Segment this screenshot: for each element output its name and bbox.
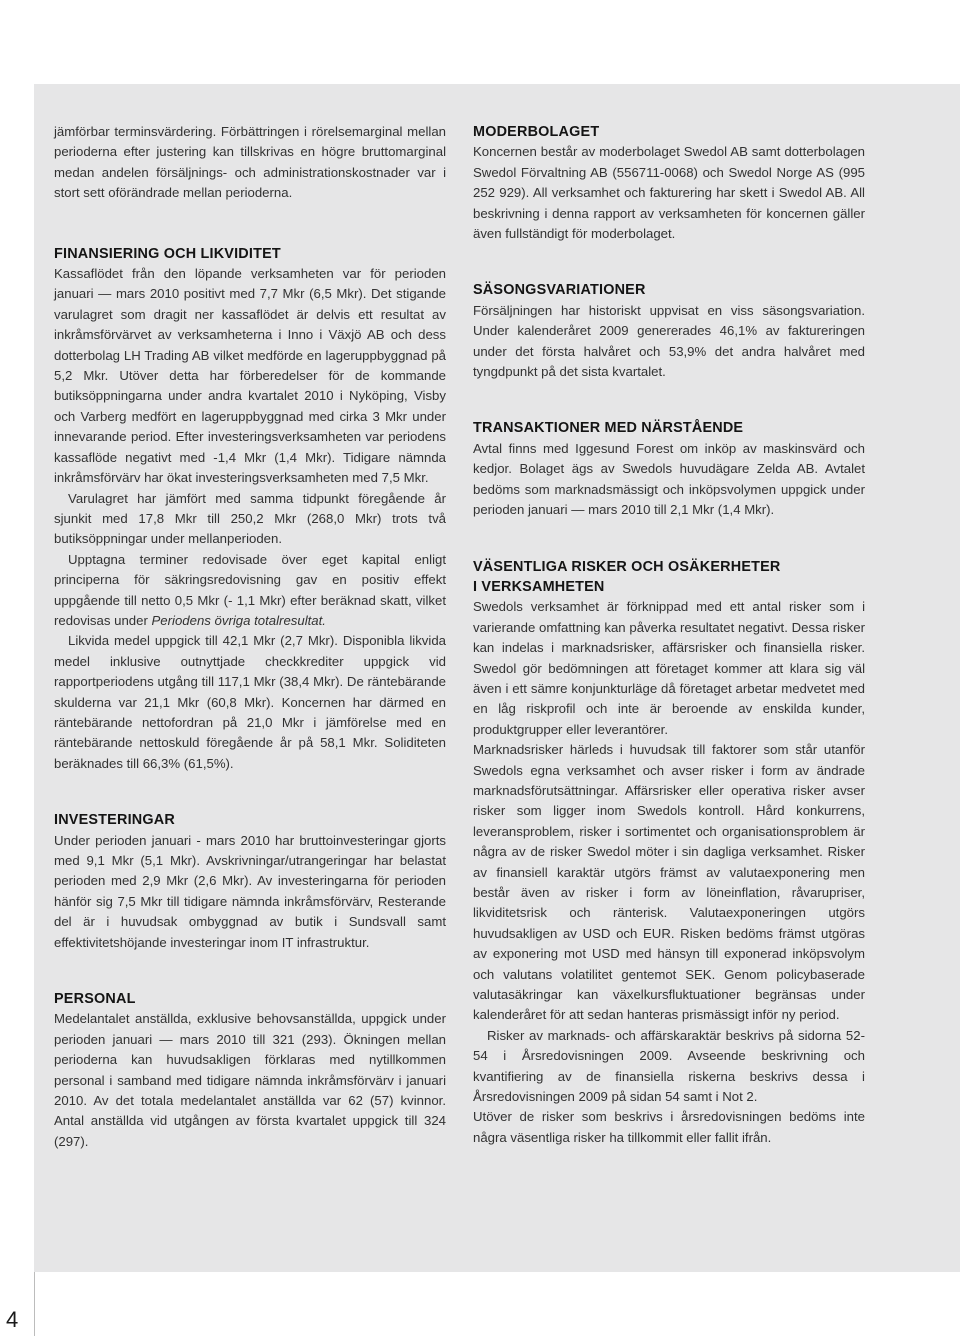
risker-paragraph-4: Utöver de risker som beskrivs i årsredovisningen bedöms inte några väsentliga risker ha tillkommit eller fallit ifrån. <box>473 1109 865 1145</box>
right-column <box>473 122 865 1148</box>
finansiering-paragraph-3-text: Upptagna terminer redovisade över eget kapital enligt principerna för säkringsredovisning gav en positiv effekt uppgående till netto 0,5 Mkr (- 1,1 Mkr) efter beräknad skatt, vilket redovisas under <box>54 551 446 628</box>
sasongsvariationer-heading: SÄSONGSVARIATIONER <box>473 282 646 299</box>
risker-paragraph-1: Swedols verksamhet är förknippad med ett antal risker som i varierande omfattning kan påverka resultatet negativt. Dessa risker kan indelas i marknadsrisker, affärsrisker och finansiella risker. Swedol gör bedömningen att företaget kommer att klara sig väl även i ett sämre konjunkturläge då företaget arbetar medvetet med en låg riskprofil och inte är beroende av enskilda kunder, produktgrupper eller leverantörer. <box>473 599 865 737</box>
risker-heading-line-2: I VERKSAMHETEN <box>473 578 605 595</box>
left-column <box>54 122 446 1152</box>
investeringar-heading: INVESTERINGAR <box>54 812 175 829</box>
investeringar-paragraph: Under perioden januari - mars 2010 har bruttoinvesteringar gjorts med 9,1 Mkr (5,1 Mkr). Avskrivningar/utrangeringar har belastat perioden med 2,9 Mkr (2,6 Mkr). Av investeringarna för perioden hänför sig 7,5 Mkr till tidigare nämnda inkråmsförvärv, Resterande del är i huvudsak ombyggnad av butik i Sundsvall samt effektivitetshöjande investeringar inom IT infrastruktur. <box>54 832 446 950</box>
sasongsvariationer-paragraph: Försäljningen har historiskt uppvisat en viss säsongsvariation. Under kalenderåret 2009 genererades 46,1% av faktureringen under det första halvåret och 53,9% det andra halvåret med tyngdpunkt på det sista kvartalet. <box>473 302 865 380</box>
transaktioner-paragraph: Avtal finns med Iggesund Forest om inköp av maskinsvärd och kedjor. Bolaget ägs av Swedols huvudägare Zelda AB. Avtalet bedöms som marknadsmässigt och inköpsvolymen uppgick under perioden januari — mars 2010 till 2,1 Mkr (1,4 Mkr). <box>473 440 865 518</box>
finansiering-paragraph-4: Likvida medel uppgick till 42,1 Mkr (2,7 Mkr). Disponibla likvida medel inklusive outnyttjade checkkrediter uppgick vid rapportperiodens utgång till 117,1 Mkr (38,4 Mkr). De räntebärande skulderna var 21,1 Mkr (60,8 Mkr). Koncernen har därmed en räntebärande nettofordran på 21,0 Mkr i jämförelse med en räntebärande nettoskuld föregående år på 58,1 Mkr. Soliditeten beräknades till 66,3% (61,5%). <box>54 633 446 771</box>
moderbolaget-paragraph: Koncernen består av moderbolaget Swedol AB samt dotterbolagen Swedol Förvaltning AB (556711-0068) och Swedol Norge AS (995 252 929). All verksamhet och fakturering har skett i Swedol AB. All beskrivning i denna rapport av verksamheten för koncernen gäller även fullständigt för moderbolaget. <box>473 144 865 242</box>
finansiering-paragraph-3 <box>54 550 446 632</box>
risker-heading-line-1: VÄSENTLIGA RISKER OCH OSÄKERHETER <box>473 558 781 575</box>
finansiering-paragraph-3-italic: Periodens övriga totalresultat. <box>151 612 326 628</box>
risker-paragraph-2: Marknadsrisker härleds i huvudsak till faktorer som står utanför Swedols egna verksamhet och avser risker i form av ändrade marknadsförutsättningar. Affärsrisker eller operativa risker avser risker som ligger inom Swedols kontroll. Hård konkurrens, leveransproblem, risker i sortimentet och organisationsproblem är några av de risker Swedol möter i sin dagliga verksamhet. Risker av finansiell karaktär utgörs främst av valutaexponering men består även av risker i form av löneinflation, råvarupriser, likviditetsrisk och ränterisk. Valutaexponeringen utgörs huvudsakligen av USD och EUR. Risken bedöms främst utgöras av exponering mot USD med hänsyn till exponerad inköpsvolym och valutans volatilitet gentemot SEK. Genom policybaserade valutasäkringar kan växelkursfluktuationer begränsas under kalenderåret för att sedan hanteras prismässigt inför ny period. <box>473 742 865 1023</box>
risker-paragraph-3: Risker av marknads- och affärskaraktär beskrivs på sidorna 52-54 i Årsredovisningen 2009. Avseende beskrivning och kvantifiering av de finansiella riskerna beskrivs dessa i Årsredovisningen 2009 på sidan 54 samt i Not 2. <box>473 1027 865 1105</box>
moderbolaget-heading: MODERBOLAGET <box>473 124 600 140</box>
finansiering-paragraph-2: Varulagret har jämfört med samma tidpunkt föregående år sjunkit med 17,8 Mkr till 250,2 Mkr (268,0 Mkr) trots två butiksöppningar under mellanperioden. <box>54 490 446 547</box>
finansiering-paragraph-1: Kassaflödet från den löpande verksamheten var för perioden januari — mars 2010 positivt med 7,7 Mkr (6,5 Mkr). Det stigande varulagret som dragit ner kassaflödet är delvis ett resultat av inkråmsförvärvet av verksamheterna i Inno i Växjö AB och dess dotterbolag LH Trading AB vilket medförde en lageruppbyggnad på 5,2 Mkr. Utöver detta har förberedelser för de kommande butiksöppningarna under andra kvartalet 2010 i Nyköping, Visby och Varberg medfört en lageruppbyggnad med cirka 3 Mkr under innevarande period. Efter investeringsverksamheten var periodens kassaflöde negativt med -1,4 Mkr (1,4 Mkr). Tidigare nämnda inkråmsförvärv har ökat investeringsverksamheten med 7,5 Mkr. <box>54 266 446 486</box>
finansiering-heading: FINANSIERING OCH LIKVIDITET <box>54 245 281 262</box>
personal-paragraph: Medelantalet anställda, exklusive behovsanställda, uppgick under perioden januari — mars 2010 till 321 (293). Ökningen mellan perioderna kan huvudsakligen förklaras med nytillkommen personal i samband med tidigare nämnda inkråmsförvärv i januari 2010. Av det totala medelantalet anställda var 62 (57) kvinnor. Antal anställda vid utgången av första kvartalet uppgick till 324 (297). <box>54 1011 446 1149</box>
page-number: 4 <box>6 1307 19 1332</box>
transaktioner-heading: TRANSAKTIONER MED NÄRSTÅENDE <box>473 420 744 437</box>
page-edge-rule <box>34 1272 35 1336</box>
intro-paragraph: jämförbar terminsvärdering. Förbättringen i rörelsemarginal mellan perioderna efter justering kan tillskrivas en högre bruttomarginal medan andelen försäljnings- och administrationskostnader var i stort sett oförändrade mellan perioderna. <box>54 124 446 201</box>
personal-heading: PERSONAL <box>54 991 136 1008</box>
